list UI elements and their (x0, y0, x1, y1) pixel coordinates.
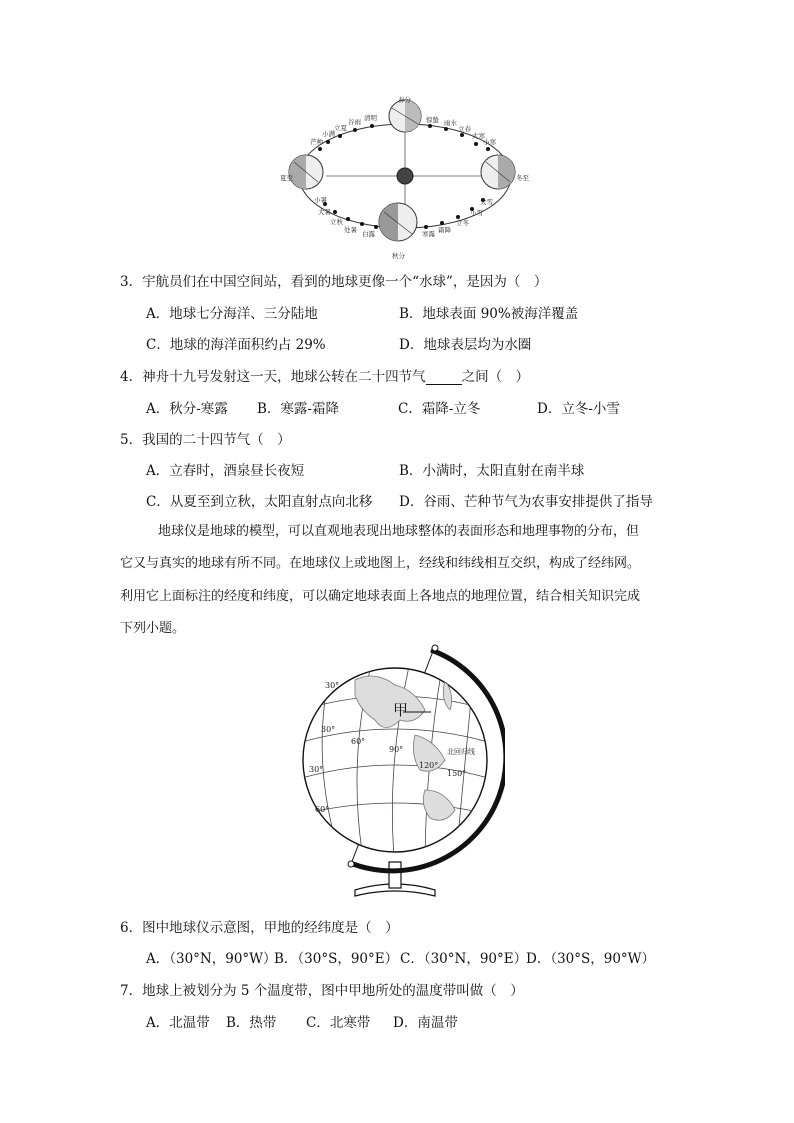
lat-label-1: 30° (325, 681, 340, 690)
q6-option-c[interactable]: C．（30°N，90°E） (400, 951, 528, 967)
earth-right (481, 155, 515, 189)
lat-label-2: 30° (321, 725, 336, 734)
term-qingming: 清明 (364, 114, 377, 122)
sun (397, 168, 413, 184)
q6-option-b[interactable]: B．（30°S，90°E） (274, 951, 399, 967)
lon-label-150: 150° (447, 769, 467, 778)
term-xiaoshu: 小暑 (314, 196, 327, 204)
term-lichun: 立春 (458, 125, 471, 133)
lon-label-90: 90° (389, 745, 404, 754)
lon-label-120: 120° (419, 761, 439, 770)
earth-top (389, 100, 421, 132)
term-lidong: 立冬 (456, 219, 469, 227)
q6-option-d[interactable]: D．（30°S，90°W） (526, 951, 656, 967)
q7-option-a[interactable]: A．北温带 (146, 1015, 210, 1031)
q4-option-b[interactable]: B．寒露-霜降 (257, 401, 339, 417)
term-liqiu: 立秋 (330, 218, 343, 226)
jia-marker-label: 甲 (393, 701, 409, 719)
q4-stem (120, 365, 529, 385)
globe-axis-top-pin (432, 645, 438, 651)
term-yushui: 雨水 (444, 119, 457, 127)
earth-left (289, 155, 323, 189)
q3-option-d[interactable]: D．地球表层均为水圈 (399, 337, 532, 353)
term-dongzhi: 冬至 (516, 174, 529, 182)
term-mangzhong: 芒种 (310, 138, 323, 146)
q4-stem-pre: 4．神舟十九号发射这一天，地球公转在二十四节气 (120, 369, 426, 385)
term-daxue: 大雪 (480, 198, 493, 206)
q3-stem: 3．宇航员们在中国空间站，看到的地球更像一个“水球”，是因为（ ） (120, 274, 548, 290)
term-hanlu: 寒露 (422, 230, 435, 238)
passage-line-3: 利用它上面标注的经度和纬度，可以确定地球表面上各地点的地理位置，结合相关知识完成 (120, 589, 641, 604)
q5-option-d[interactable]: D．谷雨、芒种节气为农事安排提供了指导 (399, 494, 653, 510)
term-jingzhe: 惊蛰 (426, 116, 439, 124)
q7-option-b[interactable]: B．热带 (226, 1015, 277, 1031)
term-dahan: 大寒 (472, 132, 485, 140)
term-chushu: 处暑 (344, 226, 357, 234)
earth-orbit-diagram (280, 94, 530, 266)
lat-label-3: 30° (309, 765, 324, 774)
q4-option-c[interactable]: C．霜降-立冬 (398, 401, 481, 417)
q4-blank (426, 370, 462, 385)
term-xiazhi: 夏至 (280, 174, 293, 182)
term-guyu: 谷雨 (348, 118, 361, 126)
term-xiaohan: 小寒 (483, 138, 496, 146)
q5-stem: 5．我国的二十四节气（ ） (120, 432, 291, 448)
q4-option-a[interactable]: A．秋分-寒露 (146, 401, 228, 417)
q3-option-c[interactable]: C．地球的海洋面积约占 29% (146, 337, 326, 353)
globe-illustration (295, 640, 505, 902)
passage-line-1: 地球仪是地球的模型，可以直观地表现出地球整体的表面形态和地理事物的分布，但 (158, 524, 640, 539)
earth-bottom (379, 203, 417, 241)
q7-option-c[interactable]: C．北寒带 (306, 1015, 371, 1031)
tropic-label: 北回归线 (447, 748, 475, 756)
term-dashu: 大暑 (318, 208, 331, 216)
q3-option-b[interactable]: B．地球表面 90%被海洋覆盖 (399, 306, 579, 322)
term-xiaoman: 小满 (322, 130, 335, 138)
term-chunfen: 春分 (398, 96, 411, 104)
q6-stem: 6．图中地球仪示意图，甲地的经纬度是（ ） (120, 920, 399, 936)
passage-line-2: 它又与真实的地球有所不同。在地球仪上或地图上，经线和纬线相互交织，构成了经纬网。 (120, 556, 641, 571)
term-bailu: 白露 (362, 230, 375, 238)
lon-label-60: 60° (351, 737, 366, 746)
q4-stem-post: 之间（ ） (461, 369, 530, 385)
passage-line-4: 下列小题。 (120, 621, 186, 636)
q5-option-b[interactable]: B．小满时，太阳直射在南半球 (399, 463, 585, 479)
term-lixia: 立夏 (334, 124, 347, 132)
q4-option-d[interactable]: D．立冬-小雪 (537, 401, 620, 417)
globe-stand-neck (389, 862, 401, 888)
term-shuangjiang: 霜降 (438, 226, 451, 234)
q5-option-c[interactable]: C．从夏至到立秋，太阳直射点向北移 (146, 494, 373, 510)
term-qiufen: 秋分 (392, 252, 405, 260)
q3-option-a[interactable]: A．地球七分海洋、三分陆地 (146, 306, 318, 322)
globe-axis-bottom-pin (348, 861, 354, 867)
q7-option-d[interactable]: D．南温带 (393, 1015, 458, 1031)
q6-option-a[interactable]: A．（30°N，90°W） (146, 951, 277, 967)
q5-option-a[interactable]: A．立春时，酒泉昼长夜短 (146, 463, 305, 479)
lat-label-4: 60° (315, 805, 330, 814)
term-xiaoxue: 小雪 (470, 209, 483, 217)
q7-stem: 7．地球上被划分为 5 个温度带，图中甲地所处的温度带叫做（ ） (120, 983, 524, 999)
